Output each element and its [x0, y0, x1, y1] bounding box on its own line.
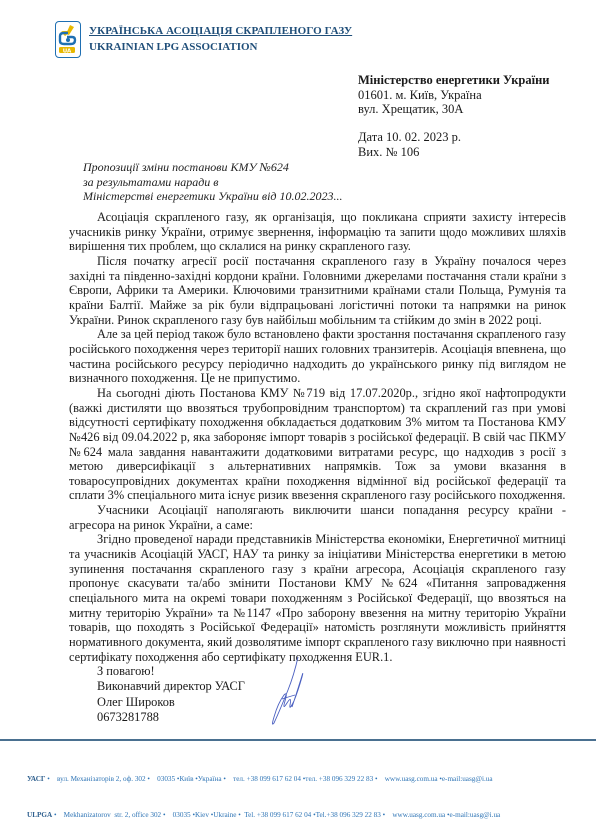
handwritten-signature-icon [268, 655, 308, 734]
closing-block [97, 664, 245, 725]
footer-country: Ukraine [213, 811, 237, 819]
footer-line-ukrainian: УАСГ • вул. Механізаторів 2, оф. 302 • 03035 •Київ •Україна • тел. +38 099 617 62 04 •тел. +38 096 329 22 83 • www.uasg.com.ua •e-mail:uasg@i.ua [27, 775, 493, 783]
footer-phone: тел. +38 099 617 62 04 [233, 775, 301, 783]
signer-position: Виконавчий директор УАСГ [97, 679, 245, 694]
signer-phone: 0673281788 [97, 709, 159, 724]
subject-line: Пропозиції зміни постанови КМУ №624 [83, 160, 289, 174]
body-paragraph: Згідно проведеної наради представників Міністерства економіки, Енергетичної митниці та учасників Асоціацій УАСГ, НАУ та ринку за ініціативи Міністерства енергетики в метою зупинення постачання скрапленого газу з країни агресора, Асоціація скрапленого газу пропонує скасувати та/або змінити Постанови КМУ №624 «Питання запровадження спеціального мита на окремі товари походженням з Російської Федерації, що ввозяться на митну територію України» та №1147 «Про заборону ввезення на митну територію України товарів, що походять з Російської Федерації» натомість розглянути можливість прийняття нормативного документа, який дозволятиме імпорт скрапленого газу виключно при наявності сертифікату походження або сертифікату походження EUR.1. [69, 532, 566, 664]
footer-address: Mekhanizatorov str. 2, office 302 [63, 811, 162, 819]
org-name-english: UKRAINIAN LPG ASSOCIATION [89, 41, 258, 53]
footer-phone: Tel. +38 099 617 62 04 [244, 811, 312, 819]
footer-contacts [27, 749, 500, 833]
footer-city: Kiev [194, 811, 209, 819]
body-paragraph: Асоціація скрапленого газу, як організація, що покликана сприяти захисту інтересів учасників ринку України, отримує звернення, інформацію та запити щодо можливих шляхів вирішення тих проблем, що склалися на ринку скрапленого газу. [69, 210, 566, 254]
body-paragraph: Учасники Асоціації наполягають виключити шанси попадання ресурсу країни - агресора на ринок України, а саме: [69, 503, 566, 532]
footer-phone: тел. +38 096 329 22 83 [305, 775, 374, 783]
recipient-address-line1: 01601. м. Київ, Україна [358, 87, 482, 102]
subject-line: за результатами наради в [83, 174, 219, 189]
footer-abbr: УАСГ [27, 775, 46, 783]
uasg-logo-graphic [56, 22, 79, 56]
recipient-block [358, 73, 549, 117]
footer-website-link[interactable]: www.uasg.com.ua [392, 811, 446, 819]
org-name-ukrainian: УКРАЇНСЬКА АСОЦІАЦІЯ СКРАПЛЕНОГО ГАЗУ [89, 25, 353, 37]
footer-email-link[interactable]: e-mail:uasg@i.ua [449, 811, 501, 819]
footer-address: вул. Механізаторів 2, оф. 302 [57, 775, 146, 783]
footer-city: Київ [179, 775, 194, 783]
footer-country: Україна [197, 775, 222, 783]
svg-text:UA: UA [62, 47, 72, 54]
letter-date: Дата 10. 02. 2023 р. [358, 130, 462, 144]
body-paragraph: Але за цей період також було встановлено факти зростання постачання скрапленого газу російського походження через території наших головних транзитерів. Асоціація впевнена, що частина російського ресурсу періодично надходить до українського ринку під виглядом не визначного походження. Це не припустимо. [69, 327, 566, 386]
footer-abbr: ULPGA [27, 811, 53, 819]
footer-postal: 03035 [172, 811, 191, 819]
organization-names [89, 23, 352, 55]
outgoing-number: Вих. № 106 [358, 144, 420, 159]
signer-name: Олег Широков [97, 694, 175, 709]
subject-line: Міністерстві енергетики України від 10.02.2023... [83, 189, 343, 204]
letter-meta [358, 130, 461, 159]
recipient-name: Міністерство енергетики України [358, 73, 550, 87]
footer-line-english: ULPGA • Mekhanizatorov str. 2, office 302 • 03035 •Kiev •Ukraine • Tel. +38 099 617 62 04 •Tel.+38 096 329 22 83 • www.uasg.com.ua •e-mail:uasg@i.ua [27, 811, 501, 819]
body-paragraph: Після початку агресії росії постачання скрапленого газу в Україну почалося через західні та південно-західні кордони країни. Головними джерелами постачання стали країни з Європи, Африки та Америки. Ключовими транзитними країнами стали Польща, Румунія та країни Балтії. Майже за рік були відпрацьовані логістичні потоки та напрямки на ринок України. Ринок скрапленого газу був найбільш мобільним та стійким до змін в 2022 році. [69, 253, 566, 327]
recipient-address-line2: вул. Хрещатик, 30А [358, 102, 464, 117]
footer-email-link[interactable]: e-mail:uasg@i.ua [441, 775, 493, 783]
footer-phone: Tel.+38 096 329 22 83 [315, 811, 381, 819]
footer-divider [0, 739, 596, 741]
body-paragraph: На сьогодні діють Постанова КМУ №719 від 17.07.2020р., згідно якої нафтопродукти (важкі дистиляти що ввозяться трубопровідним транспортом) та скраплений газ при умові відсутності сертифікату походження обкладається додатковим 3% митом та Постанова КМУ №426 від 09.04.2022 р, яка забороняє імпорт товарів з російської федерації. В свій час ПКМУ №624 мала завдання навантажити додатковими витратами ресурс, що надходив з росії з метою диверсифікації з альтернативних напрямків. Тож за умови вказання в товаросупровідних документах країни походження відмінної від російської федерації та сплати 3% спеціального мита існує ризик ввезення скрапленого газу російського походження. [69, 385, 566, 503]
footer-website-link[interactable]: www.uasg.com.ua [384, 775, 438, 783]
letterhead [55, 19, 352, 59]
letter-subject [83, 160, 343, 204]
footer-postal: 03035 [157, 775, 176, 783]
letter-body [69, 210, 566, 664]
uasg-logo-icon [55, 21, 81, 58]
closing-regards: З повагою! [97, 664, 155, 678]
